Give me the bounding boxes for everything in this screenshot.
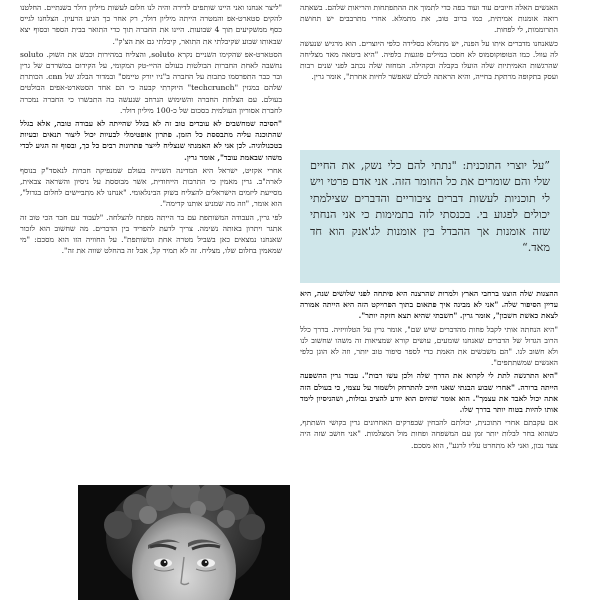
paragraph: "הסיבה שמחשבים לא עובדים טוב זה לא בגלל שהייתה לא עבודה טובה, אלא בגלל שהתוכנה עליה מתבססת כל הזמן. פתרון אופטימלי לבעיות יכול ליצור תנאים ובעיות בטכנולוגיה. לכן אני לא האמנתי שנצליח לייצר פתרונות רבים כל כך, ובסוף זה הגיע לכדי משהו שבאמת עובד", אומר גרין.	[20, 119, 282, 162]
paragraph: אחרי אקזיט, ישראל היא המדינה השנייה בעולם שמנפיקה חברות לנאסד"ק בנוסף לארה"ב. גרין מאמין כי התרבות הייחודית, אשר מבוססת על ניסיון והשראה צבאית, מסייעת ליזמים הישראלים להצליח בשוק הבינלאומי. "אנחנו לא מתביישים לחלום בגדול", הוא אומר, "וזה מה שמניע אותנו קדימה".	[20, 165, 282, 209]
left-text-column	[20, 2, 282, 422]
paragraph: לפי גרין, העבודה המשותפת עם בר הייתה מפתח להצלחה. "לעבוד עם חבר הכי טוב זה אתגר ויתרון באותה נשימה. צריך לדעת להפריד בין הדברים. מה שחשוב הוא לזכור שאנחנו נמצאים כאן בשביל מטרה אחת ומשותפת". על החוויה הזו הוא מסכם: "מי שמאמין בחלום שלו, מצליח. זה לא תמיד קל, אבל זה בהחלט שווה את זה".	[20, 212, 282, 256]
paragraph: ההצגות שלה הוצגו ברחבי הארץ ולמרות שהרצנה היא פיתחה לפני שלושים שנה, היא עדיין הסיפור שלה. "אני לא מבינה איך פתאום בתוך הפרויקט הזה היא הייתה אמורה לצאת כאשת חשבון", אומר גרין. "חשבתי שהיא תצא חזקה יותר".	[300, 289, 558, 321]
paragraph: אם עקבתם אחרי התוכנית, יכולתם להבחין שבפרקים האחרונים גרין בקושי השתתף, כשהוא בחר לבלות יותר זמן עם המשפחה ופחות מול המצלמות. "אני חושב שזה היה צעד נכון, ואני לא מתחרט עליו לרגע", הוא מסכם.	[300, 418, 558, 450]
paragraph: הסטארט-אפ שהקימו השניים נקרא soluto, והצליח במהירות וכבש את השוק. soluto נחשבה לאחת החברות הבולטות בעולם ההיי-טק המקומי, על הקידום במשרדם של גרין ובר כבר התפרסמו כתבות על החברה ב"ניו יורק טיימס" ובמדור הבלוג של cnn. הכותרת שלהם במגזין "techcrunch" היוקרתי קבעה כי הם אחד הסטארט-אפים הבולטים בעולם. עם הצלחת החברה והשימוש הנרחב שנעשה בה התבשרו כי החברה נמכרה לחברת אסוריון העולמית בסכום של כ-100 מיליון דולר.	[20, 49, 282, 115]
paragraph: האנשים האלה חיובים עוד ועוד בפה כדי לתמוך את ההתפתחות והריאות שלהם. בשאתה רואה אומנות אמיתית, כמו ברוב טוב, את מתמלא. אחרי מתרבבים יש תחושת התרוממות, לי לפחות.	[300, 3, 558, 35]
pull-quote-text: ” על יוצרי התוכנית: "נתתי להם כלי נשק, את החיים שלי והם שומרים את כל החומר הזה. אני אדם פרטי ויש לי תוכניות לעשות דברים ציבוריים והדברים שצילמתי יכולים לפגוע בי. בכנסתי לזה בתמימות כי אני הנחתי שזה אומנות אך ההבדל בין אומנות לג'אנק הוא חד מאד. “	[310, 159, 550, 254]
paragraph: "היא התרגשה לתת לי לקרוא את הדרך שלה ולכן עשו רבות". עבור גרין ההשפעה הייתה ברורה. "אחרי שבוע הבנתי שאני חייב להתרחק ולשמור על עצמי, כי בעולם הזה אתה יכול לאבד את עצמך". הוא אומר שהיום הוא יודע להציב גבולות, ושהניסיון לימד אותו להיות בטוח יותר בדרך שלו.	[300, 371, 558, 415]
right-column-upper	[300, 2, 558, 148]
paragraph: "ליצר אנחנו ואני היינו שותפים לדירה והיה לנו חלום לעשות מיליון דולר בשנתיים. החלטנו להקים סטארט-אפ והמטרה הייתה מיליון דולר, רק אחר כך הגיע הרעיון. הצלחנו לגייס כסף ממשקיעים תוך 4 שבועות. היינו את החברה תוך כדי התואר בבית הספר ובסוף יצא שבאותו שבוע שקיבלתי את התואר, קיבלתי גם את הצ'ק".	[20, 3, 282, 46]
right-column-lower	[300, 288, 558, 598]
right-text-column	[300, 2, 558, 598]
pull-quote	[300, 150, 560, 283]
portrait-image	[78, 485, 290, 600]
paragraph: כשאנחנו מדברים איתו על הפנה, יש מתמלא בסלידה כלפי היוצרים. הוא מרגיש שנעשה לה עוול. כמו הטופוקוסמוס לא חסכו במילים פוגעות כלפיה. "היא ביטאה מאד מצליחה שהרגשות האמיתיות שלה הועלו בקבלה ובקהילה. המחזה שלה נכתב לפני שנים רבות ועסק בתקופה מרתקת בחייה, והיא הראתה לכולם שאפשר לחיות אחרת", אומר גרין.	[300, 38, 558, 82]
portrait-photo	[78, 485, 290, 600]
paragraph: "היא הנחתה אותי לקבל פחות מהדברים שיש שם", אומר גרין על הטלוויזיה. בדרך כלל הרוב הגדול של הדברים שאנחנו שומעים, עושים קורא שמציאות זה משהו שחשוב לנו ולא חשוב לנו. "הם משבשים את האמת כדי לספר סיפור טוב יותר, וזה לא הוגן כלפי האנשים שמשתתפים".	[300, 324, 558, 368]
